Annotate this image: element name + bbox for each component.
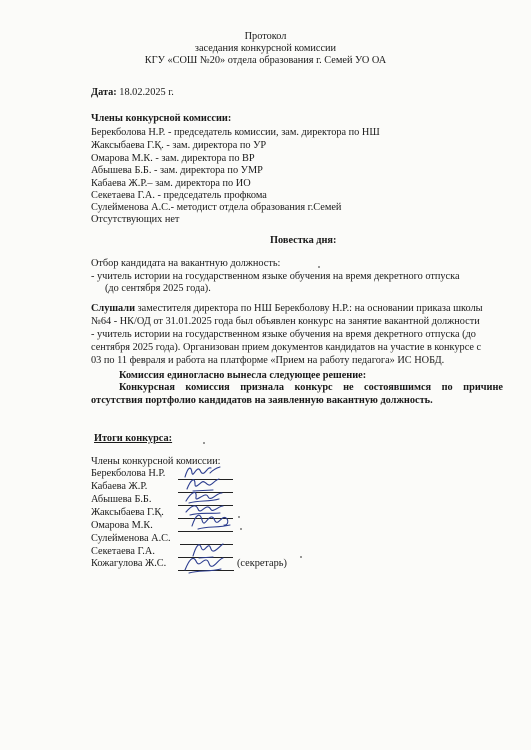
date-row (91, 87, 174, 99)
secretary-note: (секретарь) (237, 558, 287, 569)
signer-name: Сулейменова А.С. (91, 533, 171, 544)
signer-name: Абышева Б.Б. (91, 494, 152, 505)
scan-speck (203, 442, 205, 444)
scan-speck (300, 556, 302, 558)
header-line-1: заседания конкурсной комиссии (194, 43, 337, 54)
handwritten-signature (188, 510, 234, 532)
agenda-item: - учитель истории на государственном языке обучения на время декретного отпуска (91, 271, 460, 282)
scan-speck (318, 266, 320, 268)
decision-line-1: Комиссия единогласно вынесла следующее решение: (119, 370, 367, 381)
date-label: Дата: (91, 87, 117, 98)
signer-name: Берекболова Н.Р. (91, 468, 166, 479)
scan-speck (240, 528, 242, 530)
member-line: Берекболова Н.Р. - председатель комиссии, зам. директора по НШ (91, 127, 380, 138)
member-line: Секетаева Г.А. - председатель профкома (91, 190, 267, 201)
scan-speck (238, 516, 240, 518)
heard-text: заместителя директора по НШ Берекболову Н.Р.: на основании приказа школы (135, 303, 483, 314)
document-title: Протокол (244, 31, 287, 42)
heard-line-3: - учитель истории на государственном языке обучения на время декретного отпуска (до (91, 329, 476, 340)
members-heading: Члены конкурсной комиссии: (91, 113, 232, 124)
handwritten-signature (181, 552, 227, 576)
agenda-heading: Повестка дня: (270, 235, 337, 246)
absent-note: Отсутствующих нет (91, 214, 180, 225)
member-line: Сулейменова А.С.- методист отдела образования г.Семей (91, 202, 342, 213)
signer-name: Жаксыбаева Г.Қ. (91, 507, 164, 518)
signer-name: Омарова М.К. (91, 520, 153, 531)
member-line: Абышева Б.Б. - зам. директора по УМР (91, 165, 263, 176)
decision-line-3: отсутствия портфолио кандидатов на заявленную вакантную должность. (91, 395, 433, 406)
signer-name: Кабаева Ж.Р. (91, 481, 148, 492)
member-line: Жаксыбаева Г.Қ. - зам. директора по УР (91, 140, 267, 151)
results-members-heading: Члены конкурсной комиссии: (91, 456, 221, 467)
agenda-item-continued: (до сентября 2025 года). (105, 283, 211, 294)
member-line: Омарова М.К. - зам. директора по ВР (91, 153, 255, 164)
heard-line-2: №64 - НК/ОД от 31.01.2025 года был объявлен конкурс на занятие вакантной должности (91, 316, 480, 327)
results-heading: Итоги конкурса: (94, 433, 173, 444)
signer-name: Секетаева Г.А. (91, 546, 155, 557)
decision-line-2: Конкурсная комиссия признала конкурс не состоявшимся по причине (119, 382, 503, 393)
header-line-2: КГУ «СОШ №20» отдела образования г. Семей УО ОА (144, 55, 387, 66)
heard-line-4: сентября 2025 года). Организован прием документов кандидатов на участие в конкурсе с (91, 342, 482, 353)
member-line: Кабаева Ж.Р.– зам. директора по ИО (91, 178, 251, 189)
date-value: 18.02.2025 г. (116, 87, 174, 98)
heard-line-5: 03 по 11 февраля и работа на платформе «Прием на работу педагога» ИС НОБД. (91, 355, 445, 366)
signer-name: Кожагулова Ж.С. (91, 558, 167, 569)
heard-label: Слушали (91, 303, 136, 314)
heard-line-1 (91, 303, 483, 315)
agenda-intro: Отбор кандидата на вакантную должность: (91, 258, 281, 269)
